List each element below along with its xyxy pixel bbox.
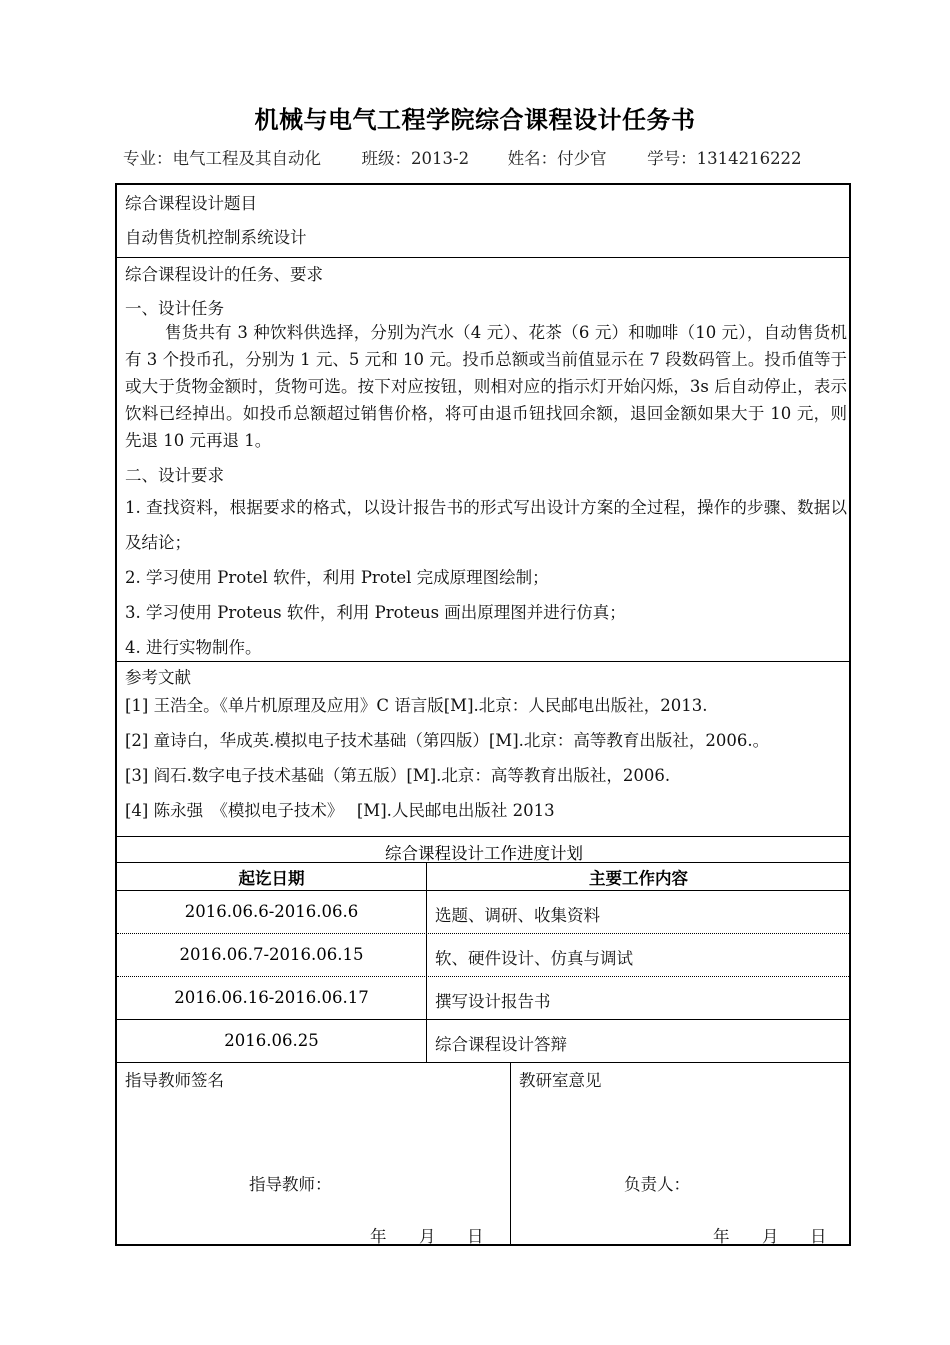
department-opinion-heading: 教研室意见 bbox=[519, 1071, 602, 1090]
advisor-signature-heading: 指导教师签名 bbox=[125, 1071, 224, 1090]
task-subheading: 一、设计任务 bbox=[125, 299, 224, 318]
divider bbox=[117, 836, 849, 837]
reference-item: [3] 阎石.数字电子技术基础（第五版）[M].北京：高等教育出版社，2006. bbox=[125, 766, 671, 785]
schedule-date: 2016.06.25 bbox=[224, 1031, 319, 1050]
requirements-subheading: 二、设计要求 bbox=[125, 466, 224, 485]
schedule-content: 软、硬件设计、仿真与调试 bbox=[435, 949, 633, 968]
student-info-line bbox=[123, 145, 802, 169]
requirement-item: 4. 进行实物制作。 bbox=[125, 638, 262, 657]
page-title: 机械与电气工程学院综合课程设计任务书 bbox=[254, 106, 696, 134]
divider bbox=[117, 890, 849, 891]
requirement-item: 2. 学习使用 Protel 软件，利用 Protel 完成原理图绘制； bbox=[125, 568, 549, 587]
reference-item: [2] 童诗白，华成英.模拟电子技术基础（第四版）[M].北京：高等教育出版社，2006.。 bbox=[125, 731, 770, 750]
divider bbox=[117, 976, 849, 977]
divider bbox=[117, 862, 849, 863]
major-field: 专业：电气工程及其自动化 bbox=[123, 149, 321, 168]
schedule-date: 2016.06.16-2016.06.17 bbox=[174, 988, 369, 1007]
divider bbox=[117, 661, 849, 662]
responsible-label: 负责人： bbox=[624, 1175, 690, 1194]
schedule-heading: 综合课程设计工作进度计划 bbox=[385, 844, 583, 863]
advisor-date-year: 年 bbox=[370, 1227, 387, 1246]
department-date-month: 月 bbox=[762, 1227, 779, 1246]
column-divider bbox=[510, 1062, 511, 1246]
topic-heading: 综合课程设计题目 bbox=[125, 194, 257, 213]
divider bbox=[117, 257, 849, 258]
topic-value: 自动售货机控制系统设计 bbox=[125, 228, 307, 247]
student-id-field: 学号：1314216222 bbox=[647, 149, 802, 168]
column-divider bbox=[426, 862, 427, 1062]
reference-item: [1] 王浩全。《单片机原理及应用》C 语言版[M].北京：人民邮电出版社，2013. bbox=[125, 696, 708, 715]
department-date-day: 日 bbox=[810, 1227, 827, 1246]
advisor-date-day: 日 bbox=[467, 1227, 484, 1246]
tasks-heading: 综合课程设计的任务、要求 bbox=[125, 265, 323, 284]
requirement-item: 3. 学习使用 Proteus 软件，利用 Proteus 画出原理图并进行仿真； bbox=[125, 603, 626, 622]
schedule-content: 综合课程设计答辩 bbox=[435, 1035, 567, 1054]
schedule-date: 2016.06.7-2016.06.15 bbox=[179, 945, 364, 964]
advisor-label: 指导教师： bbox=[249, 1175, 332, 1194]
department-date-year: 年 bbox=[713, 1227, 730, 1246]
schedule-content: 选题、调研、收集资料 bbox=[435, 906, 600, 925]
requirement-item: 1. 查找资料，根据要求的格式，以设计报告书的形式写出设计方案的全过程，操作的步骤、数据以及结论； bbox=[125, 498, 847, 552]
name-field: 姓名：付少官 bbox=[507, 149, 607, 168]
class-field: 班级：2013-2 bbox=[361, 149, 470, 168]
task-table bbox=[115, 183, 851, 1246]
date-column-header: 起讫日期 bbox=[238, 869, 305, 888]
divider bbox=[117, 1019, 849, 1020]
content-column-header: 主要工作内容 bbox=[589, 869, 688, 888]
task-description: 售货共有 3 种饮料供选择，分别为汽水（4 元）、花茶（6 元）和咖啡（10 元），自动售货机有 3 个投币孔，分别为 1 元、5 元和 10 元。投币总额或当前值显示在 7 段数码管上。投币值等于或大于货物金额时，货物可选。按下对应按钮，则相对应的指示灯开始闪烁，3s 后自动停止，表示饮料已经掉出。如投币总额超过销售价格，将可由退币钮找回余额，退回金额如果大于 10 元，则先退 10 元再退 1。 bbox=[125, 323, 847, 450]
advisor-date-month: 月 bbox=[419, 1227, 436, 1246]
divider bbox=[117, 1062, 849, 1063]
schedule-date: 2016.06.6-2016.06.6 bbox=[184, 902, 359, 921]
divider bbox=[117, 933, 849, 934]
reference-item: [4] 陈永强 《模拟电子技术》 [M].人民邮电出版社 2013 bbox=[125, 801, 555, 820]
references-heading: 参考文献 bbox=[125, 668, 191, 687]
schedule-content: 撰写设计报告书 bbox=[435, 992, 551, 1011]
